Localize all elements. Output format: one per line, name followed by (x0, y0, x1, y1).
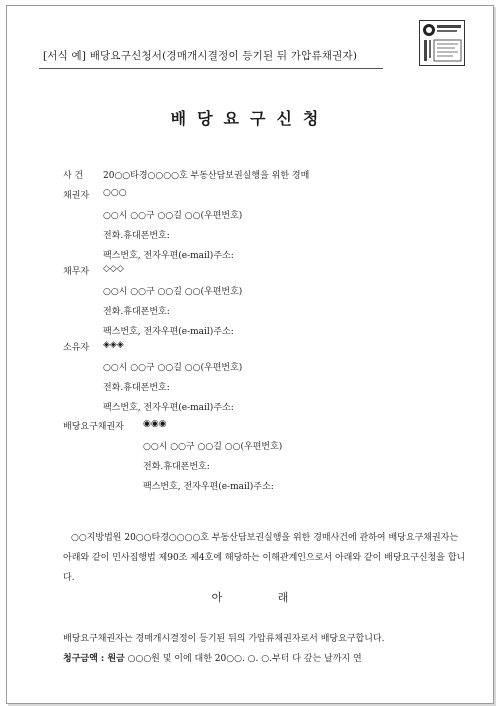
klac-stamp-logo (419, 20, 465, 66)
case-label: 사 건 (63, 171, 84, 181)
claimant-label: 배당요구채권자 (63, 422, 124, 432)
creditor-address: ○○시 ○○구 ○○길 ○○(우편번호) (103, 211, 243, 221)
form-header-title: [서식 예] 배당요구신청서(경매개시결정이 등기된 뒤 가압류채권자) (43, 50, 358, 62)
header-underline (39, 68, 383, 69)
claimant-address: ○○시 ○○구 ○○길 ○○(우편번호) (143, 442, 283, 452)
creditor-fax: 팩스번호, 전자우편(e-mail)주소: (103, 251, 234, 261)
creditor-label: 채권자 (63, 191, 90, 201)
document-page (6, 5, 494, 704)
claim-label: 청구금액 : 원금 (63, 654, 125, 664)
owner-label: 소유자 (63, 343, 90, 353)
below-heading: 아 래 (211, 591, 289, 604)
body-paragraph: ○○지방법원 20○○타경○○○○호 부동산담보권실행을 위한 경매사건에 관하여 배당요구채권자는 아래와 같이 민사집행법 제90조 제4호에 해당하는 이해관계인으로서 아래와 같이 배당요구신청을 합니다. (63, 533, 466, 583)
claimant-name: ◉◉◉ (143, 419, 167, 429)
claimant-fax: 팩스번호, 전자우편(e-mail)주소: (143, 482, 274, 492)
creditor-name: ○○○ (103, 188, 127, 198)
statement-line: 배당요구채권자는 경매개시결정이 등기된 뒤의 가압류채권자로서 배당요구합니다. (63, 634, 385, 644)
claim-line (63, 651, 362, 664)
debtor-address: ○○시 ○○구 ○○길 ○○(우편번호) (103, 287, 243, 297)
owner-phone: 전화.휴대폰번호: (103, 383, 170, 393)
creditor-phone: 전화.휴대폰번호: (103, 231, 170, 241)
document-title: 배당요구신청 (170, 109, 330, 128)
owner-name: ◈◈◈ (103, 340, 124, 350)
debtor-name: ◇◇◇ (103, 264, 124, 274)
owner-fax: 팩스번호, 전자우편(e-mail)주소: (103, 403, 234, 413)
debtor-fax: 팩스번호, 전자우편(e-mail)주소: (103, 327, 234, 337)
case-value: 20○○타경○○○○호 부동산담보권실행을 위한 경매 (103, 171, 310, 181)
owner-address: ○○시 ○○구 ○○길 ○○(우편번호) (103, 363, 243, 373)
debtor-label: 채무자 (63, 267, 90, 277)
claim-text: ○○○원 및 이에 대한 20○○. ○. ○.부터 다 갚는 날까지 연 (124, 654, 362, 664)
debtor-phone: 전화.휴대폰번호: (103, 307, 170, 317)
claimant-phone: 전화.휴대폰번호: (143, 462, 210, 472)
